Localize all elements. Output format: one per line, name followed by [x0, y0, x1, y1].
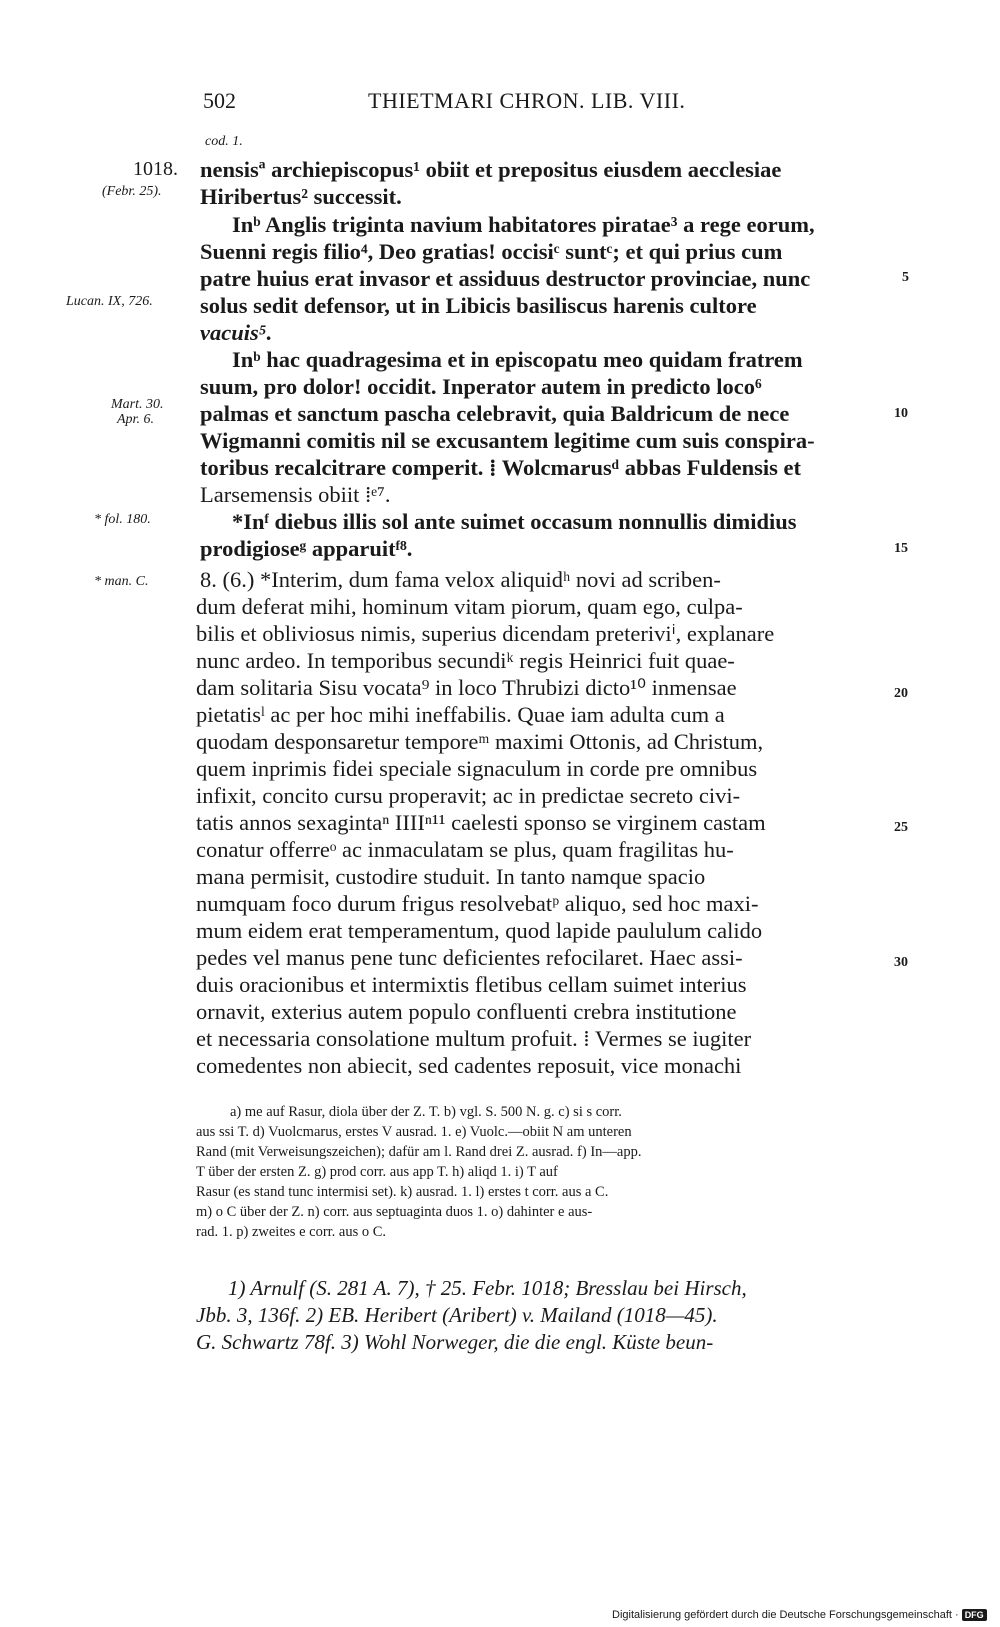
- text-line: quodam desponsaretur temporeᵐ maximi Ottonis, ad Christum,: [196, 729, 764, 754]
- text-line: Larsemensis obiit ⁞ᵉ⁷.: [200, 482, 391, 507]
- line-number: 15: [894, 541, 908, 556]
- dfg-logo: DFG: [962, 1609, 987, 1621]
- text-line: patre huius erat invasor et assiduus destructor provinciae, nunc: [200, 266, 811, 291]
- margin-year: 1018.: [133, 158, 178, 180]
- margin-apr: Apr. 6.: [117, 412, 154, 427]
- line-number: 25: [894, 820, 908, 835]
- margin-date-febr: (Febr. 25).: [102, 184, 162, 199]
- line-number: 10: [894, 406, 908, 421]
- margin-lucan: Lucan. IX, 726.: [66, 294, 153, 309]
- running-title: THIETMARI CHRON. LIB. VIII.: [368, 88, 686, 113]
- text-line: pietatisˡ ac per hoc mihi ineffabilis. Quae iam adulta cum a: [196, 702, 725, 727]
- apparatus-line: aus ssi T. d) Vuolcmarus, erstes V ausrad. 1. e) Vuolc.—obiit N am unteren: [196, 1124, 632, 1140]
- note-line: G. Schwartz 78f. 3) Wohl Norweger, die die engl. Küste beun-: [196, 1330, 714, 1354]
- text-line: dum deferat mihi, hominum vitam piorum, quam ego, culpa-: [196, 594, 743, 619]
- text-line: infixit, concito cursu properavit; ac in predictae secreto civi-: [196, 783, 741, 808]
- line-number: 20: [894, 686, 908, 701]
- note-line: Jbb. 3, 136f. 2) EB. Heribert (Aribert) v. Mailand (1018—45).: [196, 1303, 718, 1327]
- text-line: bilis et obliviosus nimis, superius dicendam preteriviⁱ, explanare: [196, 621, 775, 646]
- apparatus-line: Rasur (es stand tunc intermisi set). k) ausrad. 1. l) erstes t corr. aus a C.: [196, 1184, 609, 1200]
- text-line: Suenni regis filio⁴, Deo gratias! occisiᶜ suntᶜ; et qui prius cum: [200, 239, 783, 264]
- margin-man: * man. C.: [94, 574, 149, 589]
- text-line: nunc ardeo. In temporibus secundiᵏ regis Heinrici fuit quae-: [196, 648, 735, 673]
- text-line: numquam foco durum frigus resolvebatᵖ aliquo, sed hoc maxi-: [196, 891, 759, 916]
- apparatus-line: m) o C über der Z. n) corr. aus septuaginta duos 1. o) dahinter e aus-: [196, 1204, 593, 1220]
- text-line: mum eidem erat temperamentum, quod lapide paululum calido: [196, 918, 763, 943]
- line-number: 30: [894, 955, 908, 970]
- margin-mart: Mart. 30.: [111, 397, 164, 412]
- text-line: Wigmanni comitis nil se excusantem legitime cum suis conspira-: [200, 428, 815, 453]
- apparatus-line: Rand (mit Verweisungszeichen); dafür am l. Rand drei Z. ausrad. f) In—app.: [196, 1144, 642, 1160]
- text-line: prodigioseᵍ apparuitᶠ⁸.: [200, 536, 413, 561]
- page-number: 502: [203, 88, 236, 113]
- text-line: solus sedit defensor, ut in Libicis basiliscus harenis cultore: [200, 293, 757, 318]
- text-line: conatur offerreᵒ ac inmaculatam se plus, quam fragilitas hu-: [196, 837, 734, 862]
- text-line: nensisª archiepiscopus¹ obiit et prepositus eiusdem aecclesiae: [200, 157, 782, 182]
- text-line: mana permisit, custodire studuit. In tanto namque spacio: [196, 864, 706, 889]
- text-line: duis oracionibus et intermixtis fletibus cellam suimet interius: [196, 972, 747, 997]
- text-line: Inᵇ hac quadragesima et in episcopatu meo quidam fratrem: [232, 347, 803, 372]
- text-line: quem inprimis fidei speciale signaculum in corde pre omnibus: [196, 756, 758, 781]
- text-line: palmas et sanctum pascha celebravit, quia Baldricum de nece: [200, 401, 790, 426]
- text-line: toribus recalcitrare comperit. ⁞ Wolcmarusᵈ abbas Fuldensis et: [200, 455, 802, 480]
- text-line: tatis annos sexagintaⁿ IIIIⁿ¹¹ caelesti sponso se virginem castam: [196, 810, 766, 835]
- text-line: Hiribertus² successit.: [200, 184, 402, 209]
- cod-label: cod. 1.: [205, 134, 243, 149]
- text-line: Inᵇ Anglis triginta navium habitatores piratae³ a rege eorum,: [232, 212, 815, 237]
- apparatus-line: T über der ersten Z. g) prod corr. aus app T. h) aliqd 1. i) T auf: [196, 1164, 558, 1180]
- apparatus-line: rad. 1. p) zweites e corr. aus o C.: [196, 1224, 387, 1240]
- text-line: et necessaria consolatione multum profuit. ⁞ Vermes se iugiter: [196, 1026, 752, 1051]
- text-line: comedentes non abiecit, sed cadentes reposuit, vice monachi: [196, 1053, 742, 1078]
- digitization-text: Digitalisierung gefördert durch die Deutsche Forschungsgemeinschaft ·: [612, 1609, 959, 1621]
- line-number: 5: [902, 270, 909, 285]
- note-line: 1) Arnulf (S. 281 A. 7), † 25. Febr. 1018; Bresslau bei Hirsch,: [228, 1276, 747, 1300]
- apparatus-line: a) me auf Rasur, diola über der Z. T. b) vgl. S. 500 N. g. c) si s corr.: [230, 1104, 622, 1120]
- text-line: 8. (6.) *Interim, dum fama velox aliquidʰ novi ad scriben-: [200, 567, 721, 592]
- text-line: suum, pro dolor! occidit. Inperator autem in predicto loco⁶: [200, 374, 762, 399]
- margin-fol: * fol. 180.: [94, 512, 151, 527]
- digitization-notice: [612, 1609, 987, 1621]
- text-line: ornavit, exterius autem populo confluenti crebra institutione: [196, 999, 737, 1024]
- text-line: pedes vel manus pene tunc deficientes refocilaret. Haec assi-: [196, 945, 743, 970]
- text-line: vacuis⁵.: [200, 320, 273, 345]
- text-line: *Inᶠ diebus illis sol ante suimet occasum nonnullis dimidius: [232, 509, 797, 534]
- text-line: dam solitaria Sisu vocata⁹ in loco Thrubizi dicto¹⁰ inmensae: [196, 675, 737, 700]
